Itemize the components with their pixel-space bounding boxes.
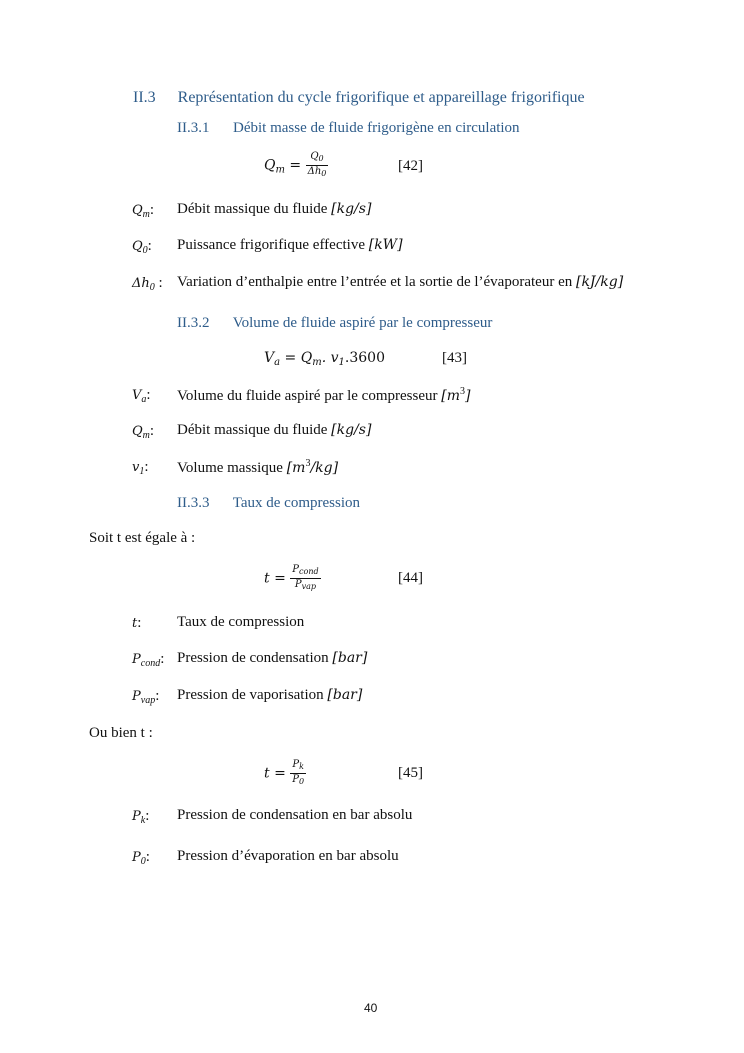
definition-row: [132, 386, 151, 405]
eq-symbol: Q: [264, 157, 276, 174]
def-desc: Taux de compression: [177, 614, 305, 630]
definition-row: [132, 274, 163, 293]
def-desc: Pression de condensation: [177, 650, 333, 666]
numerator: Q: [310, 151, 319, 162]
def-unit: [kJ/kg]: [575, 274, 624, 290]
def-sep: :: [145, 808, 150, 824]
def-unit-end: ]: [464, 388, 471, 404]
definition-text: [177, 614, 304, 631]
def-subscript: m: [142, 209, 150, 220]
definition-text: Pression d’évaporation en bar absolu: [177, 848, 399, 864]
denominator-subscript: 0: [321, 169, 327, 178]
eq-symbol: V: [264, 350, 275, 366]
eq-subscript: m: [312, 357, 322, 368]
def-desc: Puissance frigorifique effective: [177, 237, 369, 253]
def-unit: [m: [441, 388, 460, 404]
equation-ref-43: [43]: [442, 350, 467, 366]
definition-text: [177, 201, 371, 218]
def-sep: :: [145, 849, 150, 865]
def-sep: :: [144, 459, 149, 475]
def-sep: :: [155, 688, 160, 704]
def-unit: [kW]: [368, 237, 403, 253]
subsection-number: II.3.1: [177, 120, 210, 136]
subsection-number: II.3.2: [177, 315, 210, 331]
def-unit-sup: 3: [305, 458, 311, 469]
eq-equals: =: [274, 570, 286, 587]
def-subscript: 0: [142, 245, 148, 256]
definition-text: [177, 422, 371, 439]
def-symbol: V: [132, 388, 142, 403]
numerator-subscript: 0: [318, 154, 324, 163]
def-desc: Pression de vaporisation: [177, 687, 328, 703]
def-subscript: k: [140, 815, 146, 826]
def-symbol: P: [132, 809, 141, 824]
def-desc: Variation d’enthalpie entre l’entrée et la sortie de l’évaporateur en: [177, 274, 576, 290]
subsection-number: II.3.3: [177, 495, 210, 511]
def-unit: [bar]: [332, 650, 368, 666]
definition-row: [132, 687, 159, 706]
def-symbol: P: [132, 652, 141, 667]
def-unit-sup: 3: [459, 386, 465, 397]
def-sep: :: [154, 275, 163, 291]
fraction: [290, 564, 320, 593]
definition-row: [132, 807, 149, 826]
def-symbol: P: [132, 850, 141, 865]
numerator: P: [292, 564, 300, 575]
fraction: [290, 759, 306, 788]
paragraph: Ou bien t :: [89, 725, 153, 741]
definition-row: [132, 237, 152, 256]
def-sep: :: [149, 423, 155, 439]
subsection-heading: [177, 315, 492, 332]
def-subscript: m: [142, 430, 150, 441]
eq-subscript: m: [275, 164, 285, 176]
equation-ref-44: [44]: [398, 570, 423, 586]
def-subscript: 0: [140, 856, 146, 867]
eq-symbol: t: [264, 570, 270, 587]
definition-text: [177, 458, 338, 477]
numerator: P: [292, 759, 300, 770]
def-symbol: Q: [132, 424, 143, 439]
definition-row: [132, 614, 141, 632]
definition-text: Pression de condensation en bar absolu: [177, 807, 413, 823]
def-sep: :: [147, 238, 152, 254]
definition-row: [132, 422, 154, 441]
def-unit: [bar]: [327, 687, 363, 703]
eq-equals: =: [274, 765, 286, 782]
def-subscript: a: [141, 394, 147, 405]
def-sep: :: [146, 387, 151, 403]
definition-row: [132, 458, 149, 477]
equation-43: [264, 350, 385, 368]
section-number: II.3: [133, 89, 156, 106]
equation-45: [264, 759, 306, 788]
denominator-subscript: vap: [301, 582, 317, 591]
denominator: P: [292, 774, 300, 785]
eq-equals: =: [289, 157, 302, 174]
def-desc: Volume massique: [177, 460, 287, 476]
eq-symbol: t: [264, 765, 270, 782]
denominator: P: [294, 579, 302, 590]
def-unit: [m: [286, 460, 306, 476]
eq-term: = Q: [284, 350, 313, 366]
definition-text: [177, 386, 470, 405]
definition-text: [177, 687, 362, 704]
eq-subscript: 1: [338, 357, 345, 368]
equation-44: [264, 564, 321, 593]
numerator-subscript: k: [299, 762, 304, 771]
fraction: [306, 151, 329, 180]
numerator-subscript: cond: [299, 567, 319, 576]
def-unit: [kg/s]: [331, 422, 372, 438]
denominator: Δh: [307, 166, 322, 177]
def-desc: Volume du fluide aspiré par le compresseur: [177, 388, 442, 404]
def-symbol: v: [132, 460, 140, 475]
eq-subscript: a: [274, 357, 281, 368]
def-sep: :: [137, 615, 142, 631]
subsection-title: Taux de compression: [232, 495, 360, 511]
def-subscript: cond: [140, 658, 161, 669]
definition-text: [177, 274, 623, 291]
eq-term: .3600: [344, 350, 385, 366]
def-symbol: t: [132, 616, 138, 631]
denominator-subscript: 0: [299, 777, 305, 786]
def-symbol: Δh: [132, 276, 150, 291]
def-symbol: Q: [132, 203, 143, 218]
definition-row: [132, 201, 154, 220]
def-subscript: 1: [139, 466, 145, 477]
equation-42: [264, 151, 328, 180]
def-symbol: Q: [132, 239, 143, 254]
subsection-heading: [177, 120, 520, 137]
definition-row: [132, 650, 164, 669]
def-subscript: 0: [149, 282, 155, 293]
definition-text: [177, 650, 367, 667]
definition-row: [132, 848, 150, 867]
def-symbol: P: [132, 689, 141, 704]
subsection-heading: [177, 495, 360, 512]
equation-ref-42: [42]: [398, 158, 423, 174]
def-subscript: vap: [140, 695, 156, 706]
eq-term: . v: [321, 350, 339, 366]
def-sep: :: [160, 651, 165, 667]
paragraph: Soit t est égale à :: [89, 530, 196, 546]
equation-ref-45: [45]: [398, 765, 423, 781]
subsection-title: Débit masse de fluide frigorigène en circulation: [233, 120, 520, 136]
def-desc: Débit massique du fluide: [177, 201, 332, 217]
section-heading: [133, 89, 585, 107]
definition-text: [177, 237, 403, 254]
def-unit-end: /kg]: [310, 460, 339, 476]
section-title: Représentation du cycle frigorifique et appareillage frigorifique: [177, 89, 585, 106]
subsection-title: Volume de fluide aspiré par le compresseur: [232, 315, 493, 331]
page-number: 40: [364, 1001, 378, 1015]
def-desc: Débit massique du fluide: [177, 422, 332, 438]
def-sep: :: [149, 202, 155, 218]
def-unit: [kg/s]: [331, 201, 372, 217]
